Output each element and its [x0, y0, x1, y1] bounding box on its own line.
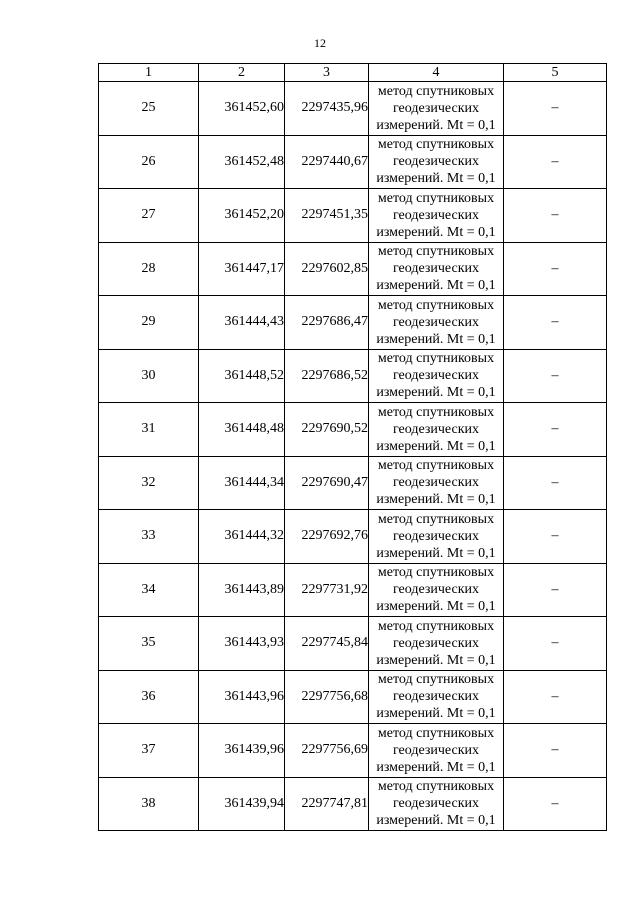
method-line: метод спутниковых: [377, 618, 495, 634]
x-coordinate-cell: 361444,43: [199, 296, 285, 350]
header-col-5: 5: [504, 64, 607, 82]
method-line: геодезических: [392, 528, 479, 544]
method-line: измерений. Mt = 0,1: [376, 331, 496, 347]
x-coordinate-cell: 361452,48: [199, 135, 285, 189]
method-line: метод спутниковых: [377, 83, 495, 99]
method-line: геодезических: [392, 742, 479, 758]
method-cell: [369, 510, 504, 564]
method-line: измерений. Mt = 0,1: [376, 706, 496, 722]
method-line: метод спутниковых: [377, 725, 495, 741]
method-cell: [369, 296, 504, 350]
method-cell: [369, 724, 504, 778]
x-coordinate-cell: 361443,96: [199, 670, 285, 724]
x-coordinate-cell: 361447,17: [199, 242, 285, 296]
method-line: геодезических: [392, 100, 479, 116]
method-line: метод спутниковых: [377, 404, 495, 420]
header-col-2: 2: [199, 64, 285, 82]
point-number-cell: 31: [99, 403, 199, 457]
method-cell: [369, 403, 504, 457]
page-number: 12: [314, 36, 326, 50]
method-line: геодезических: [392, 154, 479, 170]
y-coordinate-cell: 2297756,68: [285, 670, 369, 724]
method-cell: [369, 670, 504, 724]
y-coordinate-cell: 2297690,52: [285, 403, 369, 457]
method-line: геодезических: [392, 796, 479, 812]
method-line: метод спутниковых: [377, 672, 495, 688]
method-line: геодезических: [392, 314, 479, 330]
note-cell: –: [504, 670, 607, 724]
method-line: метод спутниковых: [377, 137, 495, 153]
note-cell: –: [504, 296, 607, 350]
note-cell: –: [504, 724, 607, 778]
method-line: измерений. Mt = 0,1: [376, 117, 496, 133]
point-number-cell: 35: [99, 617, 199, 671]
y-coordinate-cell: 2297602,85: [285, 242, 369, 296]
header-col-3: 3: [285, 64, 369, 82]
method-line: измерений. Mt = 0,1: [376, 545, 496, 561]
method-line: метод спутниковых: [377, 244, 495, 260]
method-line: геодезических: [392, 475, 479, 491]
header-col-1: 1: [99, 64, 199, 82]
point-number-cell: 29: [99, 296, 199, 350]
note-cell: –: [504, 189, 607, 243]
method-line: геодезических: [392, 207, 479, 223]
method-line: измерений. Mt = 0,1: [376, 171, 496, 187]
method-cell: [369, 242, 504, 296]
note-cell: –: [504, 777, 607, 831]
point-number-cell: 34: [99, 563, 199, 617]
y-coordinate-cell: 2297747,81: [285, 777, 369, 831]
table-row: [99, 563, 607, 617]
table-row: [99, 189, 607, 243]
table-row: [99, 724, 607, 778]
x-coordinate-cell: 361452,60: [199, 82, 285, 136]
table-row: [99, 456, 607, 510]
y-coordinate-cell: 2297690,47: [285, 456, 369, 510]
method-line: геодезических: [392, 635, 479, 651]
header-col-4: 4: [369, 64, 504, 82]
table-row: [99, 617, 607, 671]
method-line: геодезических: [392, 261, 479, 277]
x-coordinate-cell: 361448,52: [199, 349, 285, 403]
method-cell: [369, 135, 504, 189]
point-number-cell: 37: [99, 724, 199, 778]
method-cell: [369, 189, 504, 243]
y-coordinate-cell: 2297692,76: [285, 510, 369, 564]
table-row: [99, 670, 607, 724]
method-line: измерений. Mt = 0,1: [376, 759, 496, 775]
point-number-cell: 32: [99, 456, 199, 510]
method-cell: [369, 617, 504, 671]
y-coordinate-cell: 2297745,84: [285, 617, 369, 671]
y-coordinate-cell: 2297435,96: [285, 82, 369, 136]
point-number-cell: 38: [99, 777, 199, 831]
table-body: [99, 82, 607, 831]
table-header-row: [99, 64, 607, 82]
method-line: измерений. Mt = 0,1: [376, 385, 496, 401]
note-cell: –: [504, 403, 607, 457]
method-line: измерений. Mt = 0,1: [376, 278, 496, 294]
point-number-cell: 27: [99, 189, 199, 243]
y-coordinate-cell: 2297440,67: [285, 135, 369, 189]
note-cell: –: [504, 563, 607, 617]
note-cell: –: [504, 349, 607, 403]
method-line: метод спутниковых: [377, 190, 495, 206]
method-line: метод спутниковых: [377, 565, 495, 581]
method-line: измерений. Mt = 0,1: [376, 224, 496, 240]
table-row: [99, 403, 607, 457]
point-number-cell: 26: [99, 135, 199, 189]
coordinates-table: [98, 63, 607, 831]
x-coordinate-cell: 361452,20: [199, 189, 285, 243]
point-number-cell: 30: [99, 349, 199, 403]
method-line: геодезических: [392, 368, 479, 384]
y-coordinate-cell: 2297756,69: [285, 724, 369, 778]
method-line: измерений. Mt = 0,1: [376, 599, 496, 615]
method-line: метод спутниковых: [377, 351, 495, 367]
note-cell: –: [504, 135, 607, 189]
x-coordinate-cell: 361444,32: [199, 510, 285, 564]
y-coordinate-cell: 2297731,92: [285, 563, 369, 617]
point-number-cell: 28: [99, 242, 199, 296]
y-coordinate-cell: 2297686,47: [285, 296, 369, 350]
note-cell: –: [504, 617, 607, 671]
x-coordinate-cell: 361448,48: [199, 403, 285, 457]
method-cell: [369, 563, 504, 617]
method-cell: [369, 456, 504, 510]
table-row: [99, 296, 607, 350]
table-row: [99, 82, 607, 136]
y-coordinate-cell: 2297686,52: [285, 349, 369, 403]
method-line: метод спутниковых: [377, 511, 495, 527]
method-line: метод спутниковых: [377, 779, 495, 795]
method-line: измерений. Mt = 0,1: [376, 813, 496, 829]
method-line: геодезических: [392, 689, 479, 705]
point-number-cell: 25: [99, 82, 199, 136]
x-coordinate-cell: 361444,34: [199, 456, 285, 510]
x-coordinate-cell: 361439,96: [199, 724, 285, 778]
method-line: измерений. Mt = 0,1: [376, 652, 496, 668]
method-line: метод спутниковых: [377, 458, 495, 474]
note-cell: –: [504, 510, 607, 564]
x-coordinate-cell: 361443,89: [199, 563, 285, 617]
method-line: измерений. Mt = 0,1: [376, 438, 496, 454]
table-row: [99, 242, 607, 296]
note-cell: –: [504, 456, 607, 510]
note-cell: –: [504, 82, 607, 136]
table-row: [99, 777, 607, 831]
note-cell: –: [504, 242, 607, 296]
method-line: метод спутниковых: [377, 297, 495, 313]
x-coordinate-cell: 361443,93: [199, 617, 285, 671]
method-cell: [369, 777, 504, 831]
x-coordinate-cell: 361439,94: [199, 777, 285, 831]
point-number-cell: 33: [99, 510, 199, 564]
table-row: [99, 349, 607, 403]
table-row: [99, 135, 607, 189]
y-coordinate-cell: 2297451,35: [285, 189, 369, 243]
point-number-cell: 36: [99, 670, 199, 724]
method-line: геодезических: [392, 421, 479, 437]
method-cell: [369, 349, 504, 403]
method-line: геодезических: [392, 582, 479, 598]
method-line: измерений. Mt = 0,1: [376, 492, 496, 508]
method-cell: [369, 82, 504, 136]
table-row: [99, 510, 607, 564]
